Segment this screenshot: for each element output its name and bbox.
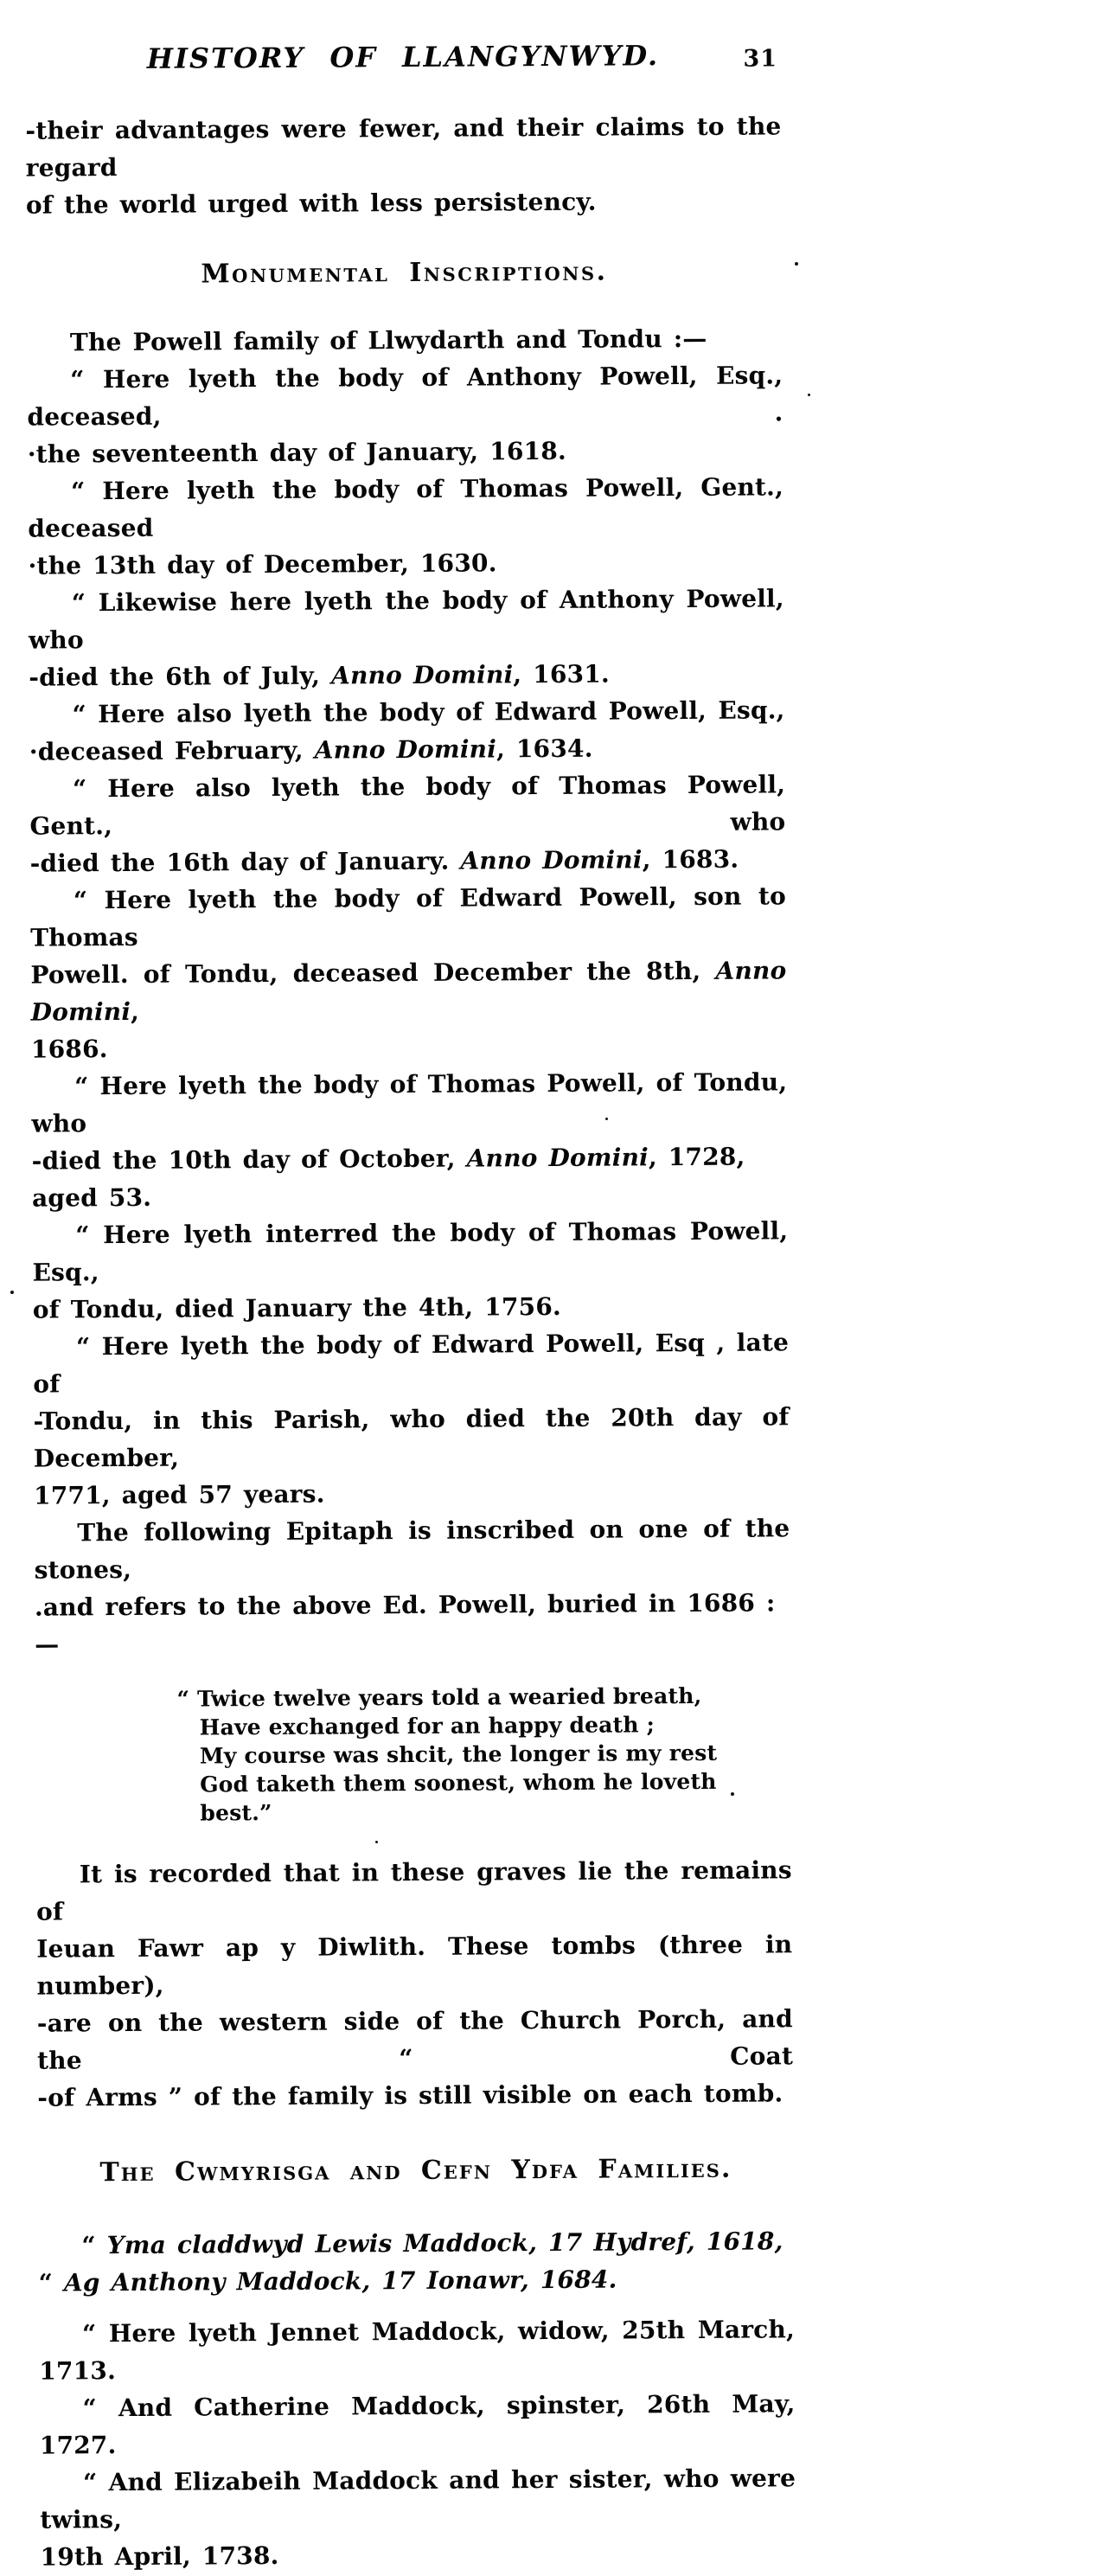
text-line: Ieuan Fawr ap y Diwlith. These tombs (three in number), — [36, 1930, 793, 2001]
text-line: “ Here lyeth the body of Thomas Powell, Gent., deceased — [28, 472, 784, 543]
text-line: 1771, aged 57 years. — [34, 1479, 325, 1510]
text-line: of the world urged with less persistency. — [25, 187, 597, 220]
page-content — [25, 107, 796, 2575]
text-line: God taketh them soonest, whom he loveth best.” — [200, 1768, 717, 1826]
paragraph — [38, 2222, 795, 2301]
text-line: -died the 16th day of January. Anno Domini, 1683. — [29, 844, 739, 878]
text-line: “ Twice twelve years told a wearied breath, — [176, 1682, 702, 1712]
text-line: “ And Catherine Maddock, spinster, 26th May, 1727. — [39, 2389, 796, 2460]
italic-phrase: Anno Domini — [30, 956, 787, 1027]
text-line: Powell. of Tondu, deceased December the 8th, Anno Domini, — [30, 956, 787, 1027]
section-heading: Monumental Inscriptions. — [201, 256, 608, 290]
italic-phrase: Anno Domini — [466, 1143, 649, 1173]
text-line: ·deceased February, Anno Domini, 1634. — [29, 734, 593, 766]
paragraph — [27, 356, 783, 472]
italic-phrase: Anno Domini — [314, 734, 497, 765]
text-line: 19th April, 1738. — [40, 2541, 279, 2572]
italic-phrase: Yma claddwyd Lewis Maddock, 17 Hydref, 1618, — [106, 2227, 783, 2260]
text-line: -of Arms ” of the family is still visible on each tomb. — [37, 2079, 783, 2112]
text-line: My course was shcit, the longer is my rest — [199, 1740, 718, 1769]
paragraph — [27, 319, 783, 361]
text-line: ·the seventeenth day of January, 1618. — [27, 436, 567, 469]
text-line: Have exchanged for an happy death ; — [199, 1712, 656, 1740]
text-line: The Powell family of Llwydarth and Tondu :— — [69, 324, 707, 357]
text-line: -died the 10th day of October, Anno Domini, 1728, aged 53. — [31, 1142, 745, 1213]
paragraph — [39, 2385, 796, 2464]
paragraph — [29, 691, 785, 770]
text-line: ·the 13th day of December, 1630. — [28, 548, 497, 580]
text-line: “ Here also lyeth the body of Thomas Powell, Gent., who — [29, 770, 786, 841]
running-title: HISTORY OF LLANGYNWYD. — [146, 39, 660, 75]
scan-speck — [731, 1792, 734, 1796]
text-line: -died the 6th of July, Anno Domini, 1631. — [29, 659, 611, 692]
paragraph — [39, 2310, 796, 2389]
paragraph — [31, 1063, 788, 1216]
section-heading: The Cwmyrisga and Cefn Ydfa Families. — [99, 2153, 732, 2188]
scan-speck — [808, 394, 810, 396]
paragraph — [36, 1851, 794, 2116]
italic-phrase: Ag Anthony Maddock, 17 Ionawr, 1684. — [63, 2265, 617, 2297]
paragraph — [29, 580, 785, 695]
scanned-book-page — [0, 36, 1100, 2576]
text-line: of Tondu, died January the 4th, 1756. — [32, 1291, 562, 1324]
text-line: “ Likewise here lyeth the body of Anthony Powell, who — [28, 584, 784, 655]
text-line: “ Here lyeth the body of Anthony Powell, Esq., deceased, . — [27, 361, 783, 432]
text-line: -Tondu, in this Parish, who died the 20th day of December, — [33, 1402, 790, 1473]
scan-speck — [605, 1118, 608, 1120]
text-line: 1686. — [30, 1035, 108, 1064]
italic-phrase: Anno Domini — [330, 660, 514, 690]
epitaph-verse — [176, 1681, 791, 1827]
scan-speck — [795, 262, 798, 266]
paragraph — [29, 766, 786, 881]
text-line: -are on the western side of the Church Porch, and the “ Coat — [36, 2004, 794, 2075]
text-line: -their advantages were fewer, and their claims to the regard — [25, 112, 782, 183]
paragraph — [28, 468, 784, 584]
text-line: “ Here lyeth the body of Edward Powell, son to Thomas — [30, 881, 786, 952]
italic-phrase: Anno Domini — [460, 845, 643, 875]
text-line: “ Here lyeth the body of Thomas Powell, of Tondu, who — [31, 1067, 788, 1138]
page-header — [25, 38, 781, 86]
paragraph — [25, 107, 782, 223]
text-line: “ Here lyeth interred the body of Thomas Powell, Esq., — [32, 1216, 789, 1287]
scan-speck — [10, 1291, 14, 1294]
text-line: “ Here lyeth Jennet Maddock, widow, 25th March, 1713. — [39, 2315, 796, 2386]
text-line: “ Yma claddwyd Lewis Maddock, 17 Hydref, 1618, — [81, 2227, 783, 2260]
text-line: “ Here lyeth the body of Edward Powell, Esq , late of — [33, 1328, 790, 1399]
paragraph — [34, 1509, 790, 1663]
text-line: “ And Elizabeih Maddock and her sister, who were twins, — [40, 2464, 796, 2534]
paragraph — [30, 877, 787, 1067]
text-line: The following Epitaph is inscribed on one of the stones, — [34, 1514, 790, 1585]
page-number: 31 — [743, 45, 778, 73]
paragraph — [33, 1323, 790, 1514]
paragraph — [32, 1212, 789, 1328]
text-line: “ Here also lyeth the body of Edward Powell, Esq., — [72, 695, 785, 729]
text-line: “ Ag Anthony Maddock, 17 Ionawr, 1684. — [38, 2265, 617, 2297]
text-line: It is recorded that in these graves lie the remains of — [35, 1855, 792, 1926]
text-line: .and refers to the above Ed. Powell, buried in 1686 :— — [34, 1588, 776, 1659]
scan-speck — [375, 1841, 378, 1843]
paragraph — [40, 2459, 796, 2575]
